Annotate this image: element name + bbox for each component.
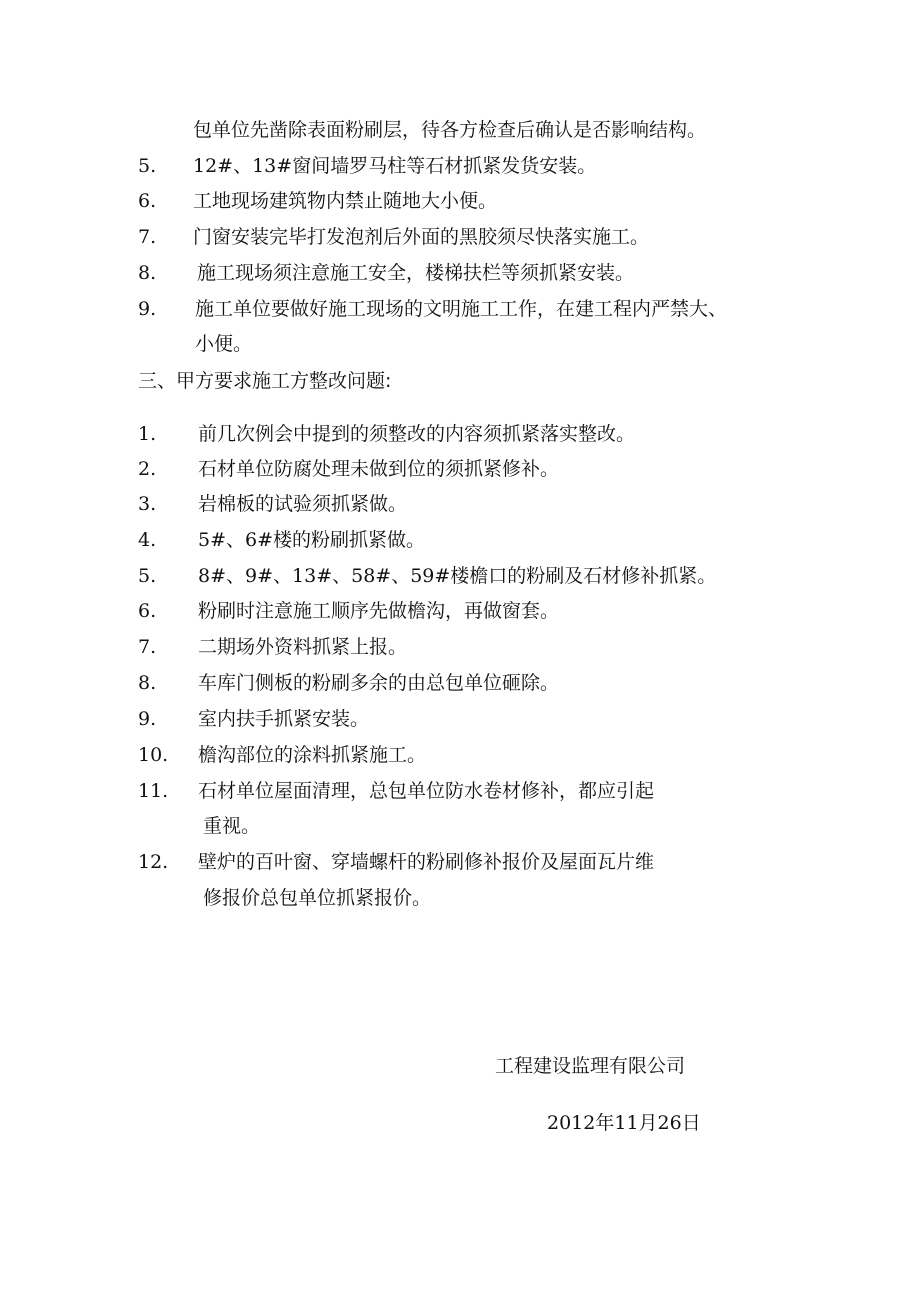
- list-item-continuation: 小便。: [195, 333, 253, 355]
- list-item-number: 7.: [138, 636, 157, 658]
- list-item-number: 6.: [138, 600, 157, 622]
- list-item-continuation: 重视。: [203, 815, 261, 837]
- list-item-text: 施工现场须注意施工安全，楼梯扶栏等须抓紧安装。: [197, 262, 635, 284]
- continued-item-text: 包单位先凿除表面粉刷层，待各方检查后确认是否影响结构。: [193, 119, 707, 141]
- list-item-number: 1.: [138, 423, 157, 445]
- list-item-number: 9.: [138, 298, 157, 320]
- list-item-number: 3.: [138, 493, 157, 515]
- signature-company: 工程建设监理有限公司: [495, 1055, 686, 1077]
- list-item-number: 8.: [138, 672, 157, 694]
- list-item-number: 5.: [138, 155, 157, 177]
- list-item-text: 施工单位要做好施工现场的文明施工工作，在建工程内严禁大、: [195, 298, 728, 320]
- list-item-text: 5#、6#楼的粉刷抓紧做。: [198, 529, 426, 551]
- list-item-text: 粉刷时注意施工顺序先做檐沟，再做窗套。: [198, 600, 560, 622]
- list-item-number: 5.: [138, 565, 157, 587]
- list-item-text: 岩棉板的试验须抓紧做。: [198, 493, 408, 515]
- list-item-text: 8#、9#、13#、58#、59#楼檐口的粉刷及石材修补抓紧。: [198, 565, 717, 587]
- list-item-text: 室内扶手抓紧安装。: [198, 708, 370, 730]
- list-item-text: 檐沟部位的涂料抓紧施工。: [198, 744, 427, 766]
- list-item-number: 2.: [138, 458, 157, 480]
- list-item-number: 9.: [138, 708, 157, 730]
- list-item-text: 12#、13#窗间墙罗马柱等石材抓紧发货安装。: [193, 155, 597, 177]
- list-item-number: 11.: [138, 780, 169, 802]
- list-item-number: 8.: [138, 262, 157, 284]
- list-item-number: 4.: [138, 529, 157, 551]
- list-item-number: 6.: [138, 190, 157, 212]
- list-item-text: 前几次例会中提到的须整改的内容须抓紧落实整改。: [198, 423, 636, 445]
- list-item-text: 工地现场建筑物内禁止随地大小便。: [193, 190, 498, 212]
- list-item-continuation: 修报价总包单位抓紧报价。: [203, 887, 432, 909]
- list-item-text: 车库门侧板的粉刷多余的由总包单位砸除。: [198, 672, 560, 694]
- list-item-number: 10.: [138, 744, 169, 766]
- list-item-text: 二期场外资料抓紧上报。: [198, 636, 408, 658]
- list-item-number: 7.: [138, 226, 157, 248]
- section-heading: 三、甲方要求施工方整改问题:: [138, 370, 392, 392]
- list-item-text: 石材单位防腐处理未做到位的须抓紧修补。: [198, 458, 560, 480]
- list-item-text: 门窗安装完毕打发泡剂后外面的黑胶须尽快落实施工。: [193, 226, 650, 248]
- list-item-text: 壁炉的百叶窗、穿墙螺杆的粉刷修补报价及屋面瓦片维: [198, 851, 655, 873]
- list-item-number: 12.: [138, 851, 169, 873]
- list-item-text: 石材单位屋面清理，总包单位防水卷材修补，都应引起: [198, 780, 655, 802]
- signature-date: 2012年11月26日: [547, 1112, 701, 1134]
